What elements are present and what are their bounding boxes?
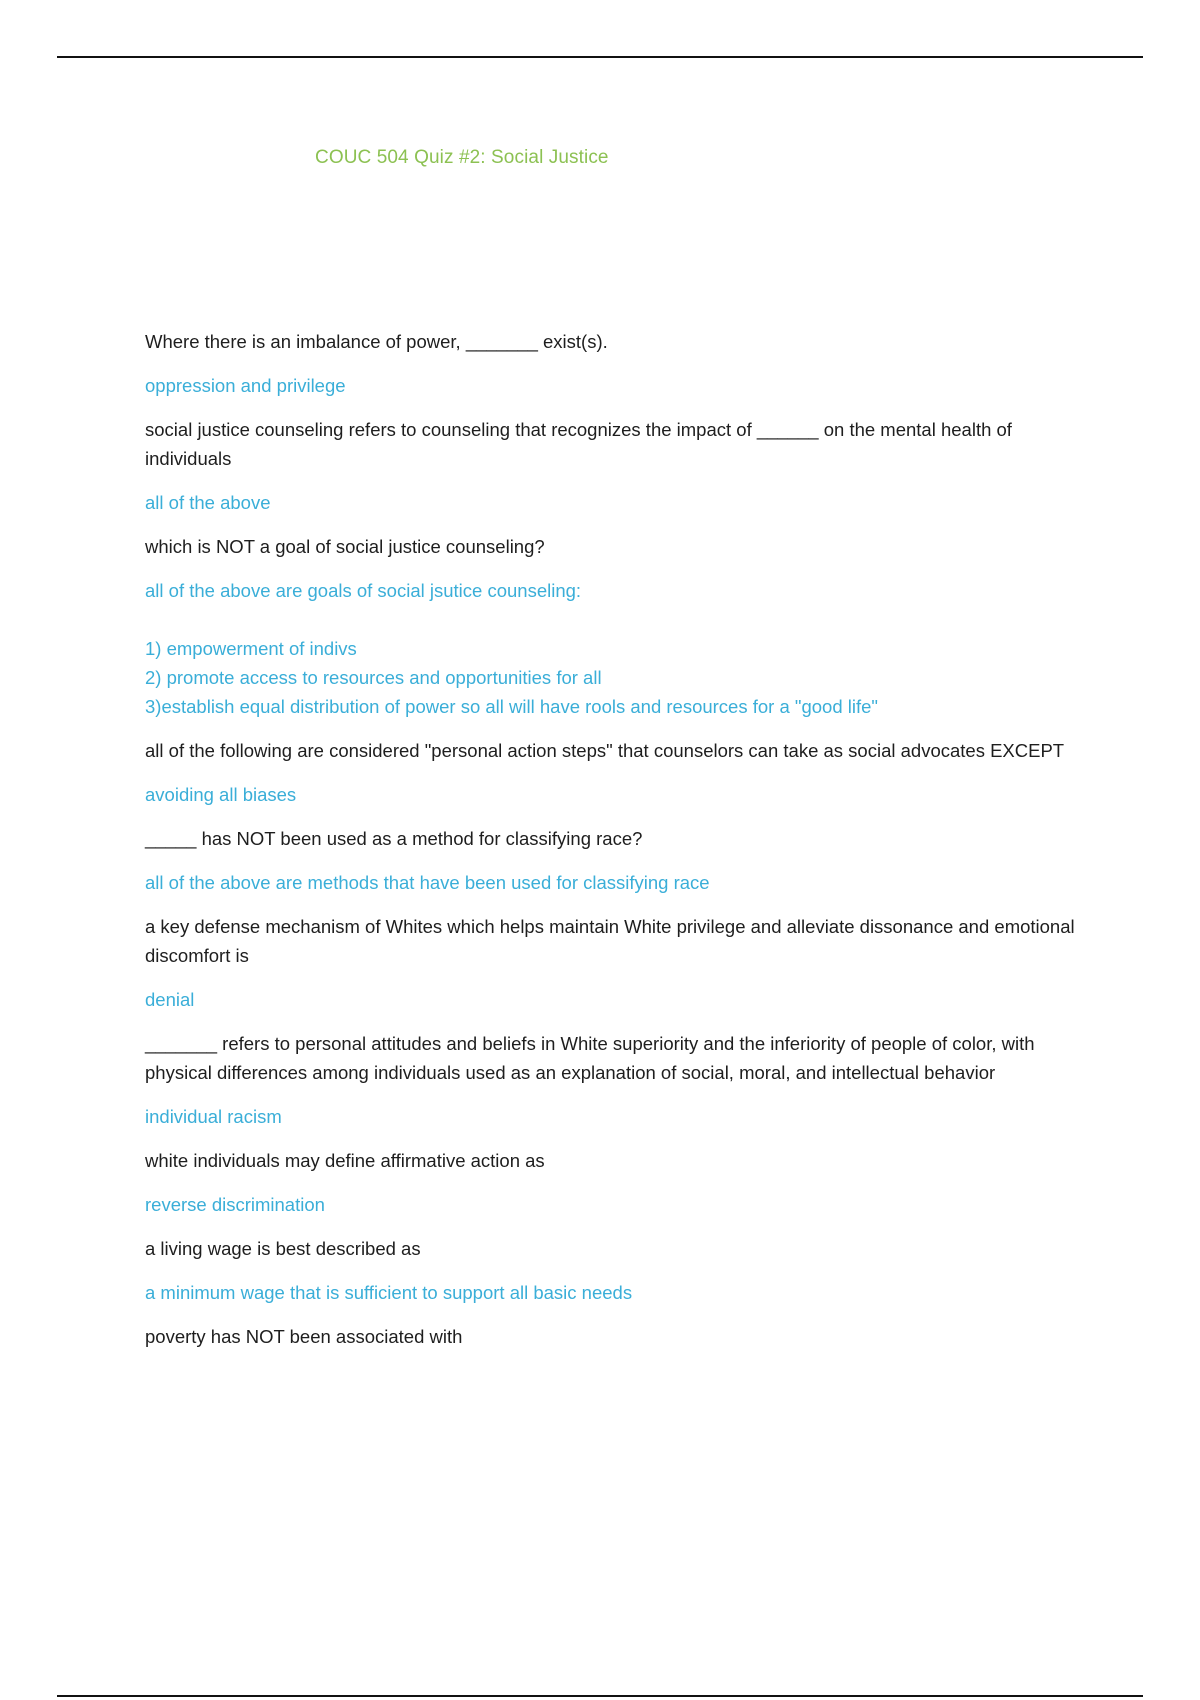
- answer-3-line-4: 3)establish equal distribution of power so all will have rools and resources for a "good life": [145, 696, 878, 717]
- question-3: which is NOT a goal of social justice counseling?: [145, 536, 545, 557]
- answer-6: denial: [145, 989, 195, 1010]
- question-7: _______ refers to personal attitudes and beliefs in White superiority and the inferiority of people of color, with physical differences among individuals used as an explanation of social, moral, and intellectual behavior: [145, 1033, 1035, 1083]
- question-8: white individuals may define affirmative action as: [145, 1150, 545, 1171]
- answer-7: individual racism: [145, 1106, 282, 1127]
- question-9: a living wage is best described as: [145, 1238, 421, 1259]
- answer-3-line-2: 1) empowerment of indivs: [145, 638, 357, 659]
- answer-4: avoiding all biases: [145, 784, 297, 805]
- question-4: all of the following are considered "personal action steps" that counselors can take as social advocates EXCEPT: [145, 740, 1065, 761]
- bottom-rule: [57, 1695, 1143, 1697]
- question-5: _____ has NOT been used as a method for classifying race?: [145, 828, 643, 849]
- document-title: COUC 504 Quiz #2: Social Justice: [315, 147, 609, 168]
- answer-8: reverse discrimination: [145, 1194, 325, 1215]
- answer-3-line-3: 2) promote access to resources and opportunities for all: [145, 667, 602, 688]
- answer-3-gap: [145, 605, 1095, 634]
- answer-1: oppression and privilege: [145, 375, 346, 396]
- question-1: Where there is an imbalance of power, _______ exist(s).: [145, 331, 608, 352]
- answer-3: [145, 576, 1095, 721]
- answer-3-line-1: all of the above are goals of social jsutice counseling:: [145, 580, 582, 601]
- question-10: poverty has NOT been associated with: [145, 1326, 463, 1347]
- answer-9: a minimum wage that is sufficient to support all basic needs: [145, 1282, 633, 1303]
- answer-5: all of the above are methods that have been used for classifying race: [145, 872, 710, 893]
- answer-2: all of the above: [145, 492, 271, 513]
- quiz-content: [145, 327, 1095, 1366]
- question-6: a key defense mechanism of Whites which helps maintain White privilege and alleviate dissonance and emotional discomfort is: [145, 916, 1075, 966]
- question-2: social justice counseling refers to counseling that recognizes the impact of ______ on the mental health of individuals: [145, 419, 1012, 469]
- top-rule: [57, 56, 1143, 58]
